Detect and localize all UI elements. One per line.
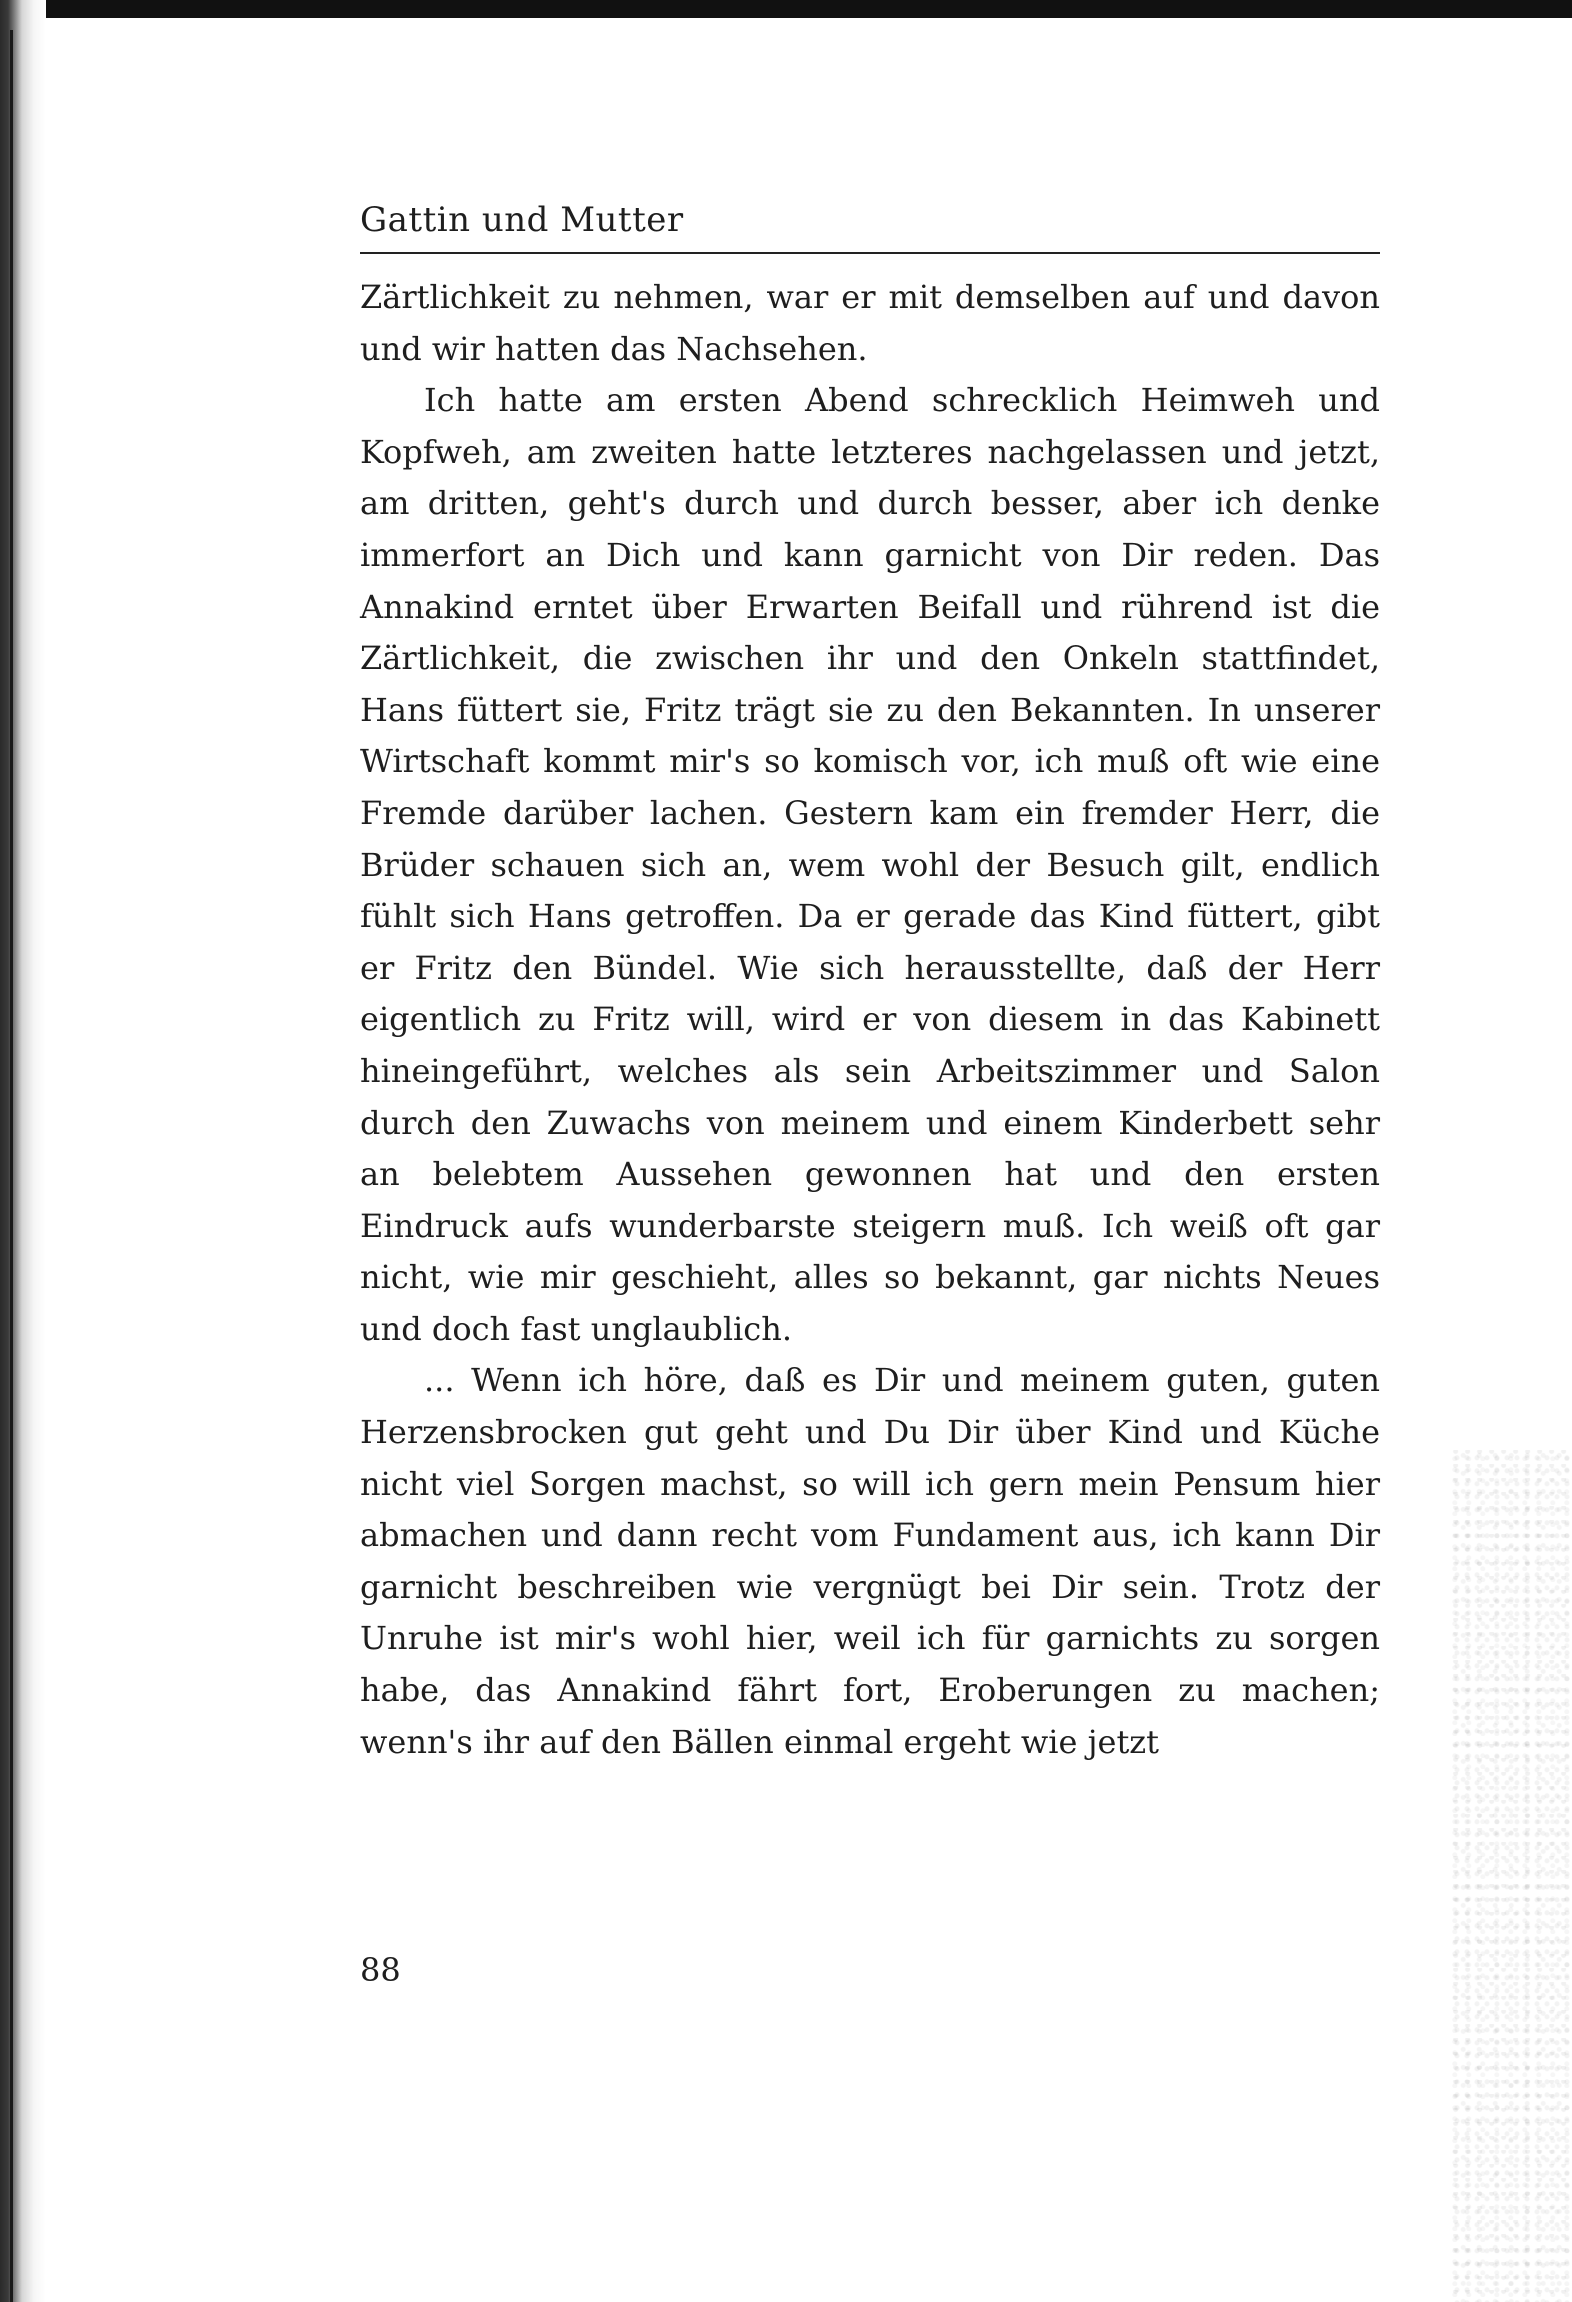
paragraph-2: Ich hatte am ersten Abend schrecklich Heimweh und Kopfweh, am zweiten hatte letzteres nachgelassen und jetzt, am dritten, geht's durch und durch besser, aber ich denke immerfort an Dich und kann garnicht von Dir reden. Das Annakind erntet über Erwarten Beifall und rührend ist die Zärtlichkeit, die zwischen ihr und den Onkeln stattfindet, Hans füttert sie, Fritz trägt sie zu den Bekannten. In unserer Wirtschaft kommt mir's so komisch vor, ich muß oft wie eine Fremde darüber lachen. Gestern kam ein fremder Herr, die Brüder schauen sich an, wem wohl der Besuch gilt, endlich fühlt sich Hans getroffen. Da er gerade das Kind füttert, gibt er Fritz den Bündel. Wie sich herausstellte, daß der Herr eigentlich zu Fritz will, wird er von diesem in das Kabinett hineingeführt, welches als sein Arbeitszimmer und Salon durch den Zuwachs von meinem und einem Kinderbett sehr an belebtem Aussehen gewonnen hat und den ersten Eindruck aufs wunderbarste steigern muß. Ich weiß oft gar nicht, wie mir geschieht, alles so bekannt, gar nichts Neues und doch fast unglaublich. (360, 381, 1380, 1348)
scan-paper-noise (1452, 1450, 1572, 2302)
scan-binding-line (10, 30, 13, 2302)
book-page (360, 200, 1380, 1768)
paragraph-1: Zärtlichkeit zu nehmen, war er mit demselben auf und davon und wir hatten das Nachsehen. (360, 278, 1380, 368)
body-text (360, 272, 1380, 1768)
scan-top-border (0, 0, 1572, 18)
running-head: Gattin und Mutter (360, 200, 1380, 254)
scan-binding-shadow (0, 0, 46, 2302)
paragraph-3: ... Wenn ich höre, daß es Dir und meinem guten, guten Herzensbrocken gut geht und Du Dir über Kind und Küche nicht viel Sorgen machst, so will ich gern mein Pensum hier abmachen und dann recht vom Fundament aus, ich kann Dir garnicht beschreiben wie vergnügt bei Dir sein. Trotz der Unruhe ist mir's wohl hier, weil ich für garnichts zu sorgen habe, das Annakind fährt fort, Eroberungen zu machen; wenn's ihr auf den Bällen einmal ergeht wie jetzt (360, 1361, 1380, 1761)
page-number: 88 (360, 1951, 401, 1989)
